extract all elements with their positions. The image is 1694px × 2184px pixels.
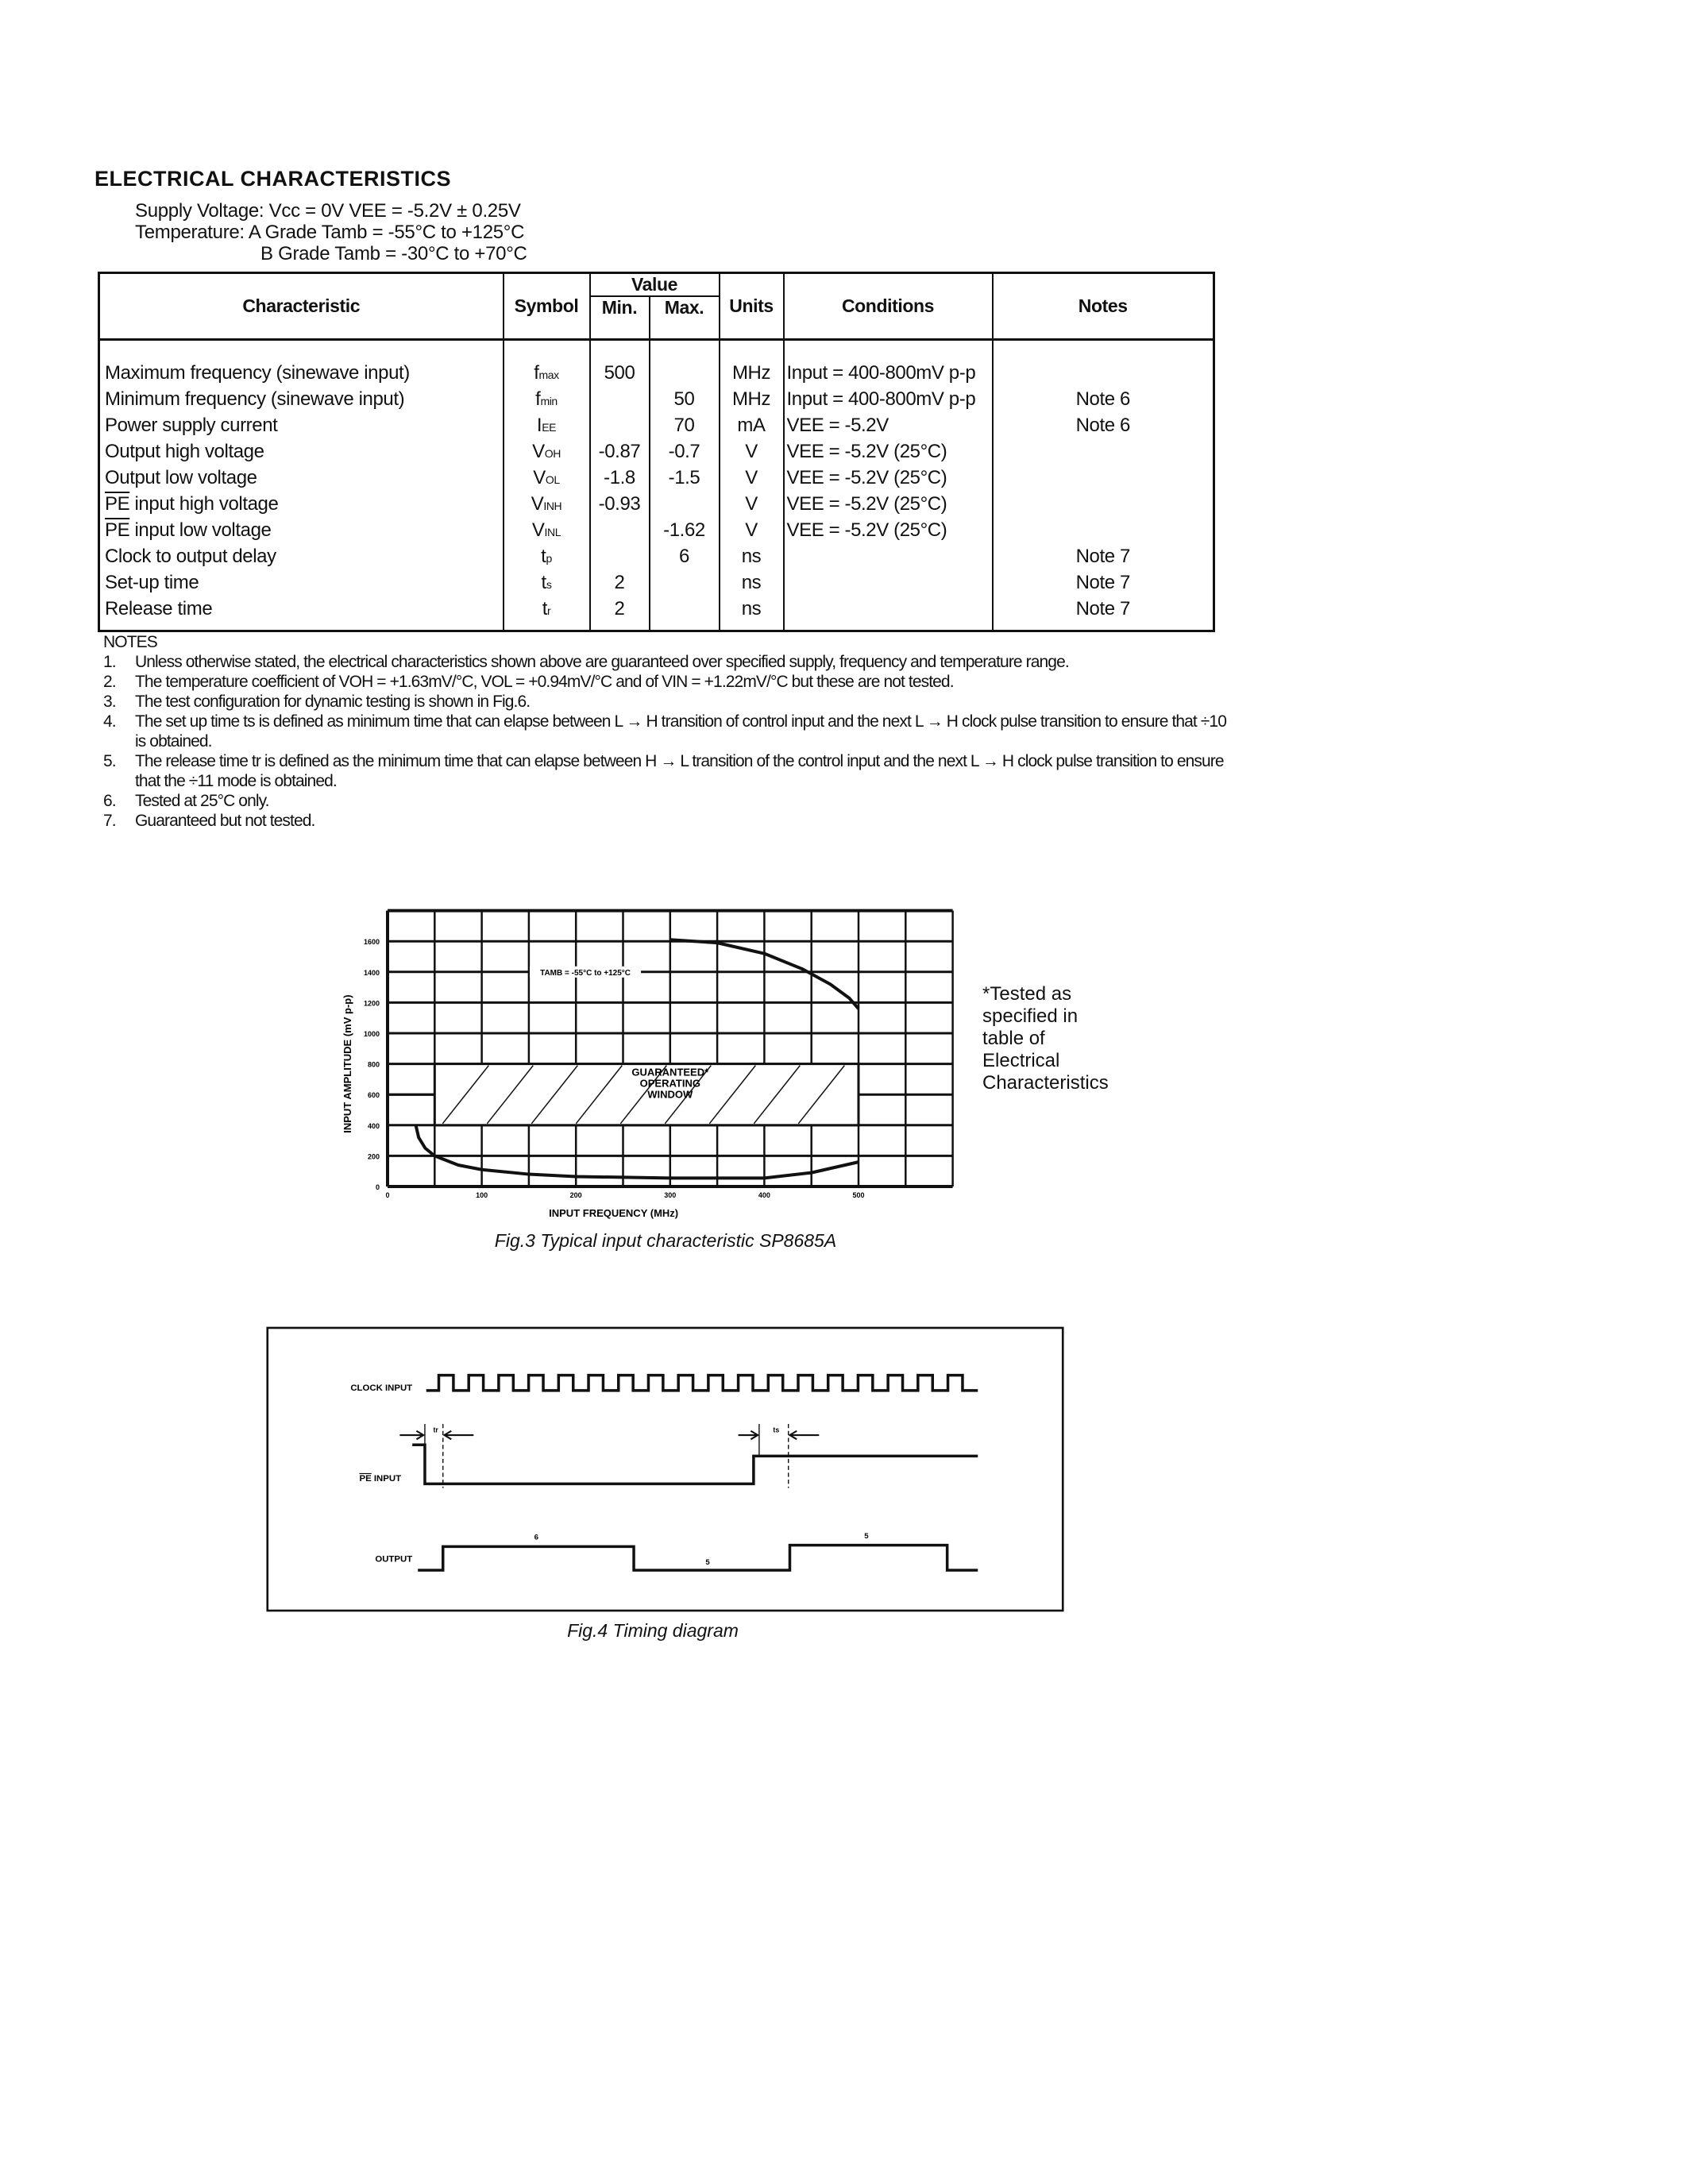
- note-item: [103, 672, 1231, 692]
- notes-cell: Note 6: [993, 386, 1214, 412]
- conditions-cell: VEE = -5.2V: [784, 412, 993, 438]
- y-tick-label: 1200: [363, 999, 380, 1008]
- notes-cell: [993, 517, 1214, 543]
- units-cell: ns: [720, 569, 784, 596]
- side-note-line: *Tested as: [982, 983, 1072, 1005]
- characteristic-text: input low voltage: [129, 519, 272, 541]
- symbol-text: t: [542, 597, 547, 619]
- note-item: [103, 791, 1231, 811]
- header-min: Min.: [590, 296, 650, 340]
- symbol-cell: [504, 569, 590, 596]
- table-row: [99, 465, 1214, 491]
- conditions-cell: Input = 400-800mV p-p: [784, 340, 993, 387]
- symbol-text: V: [531, 519, 545, 541]
- min-cell: 500: [590, 340, 650, 387]
- min-cell: 2: [590, 596, 650, 631]
- side-note-line: Characteristics: [982, 1072, 1109, 1094]
- table-row: [99, 596, 1214, 631]
- note-text: The release time tr is defined as the minimum time that can elapse between H → L transition of the control input and the next L → H clock pulse transition to ensure that the ÷11 mode is obtained.: [135, 752, 1224, 790]
- table-row: [99, 386, 1214, 412]
- clock-input-label: CLOCK INPUT: [350, 1383, 413, 1393]
- table-row: [99, 543, 1214, 569]
- symbol-subscript: INL: [544, 525, 561, 538]
- symbol-subscript: EE: [542, 420, 557, 434]
- symbol-cell: [504, 491, 590, 517]
- characteristic-cell: [99, 596, 504, 631]
- min-cell: -0.93: [590, 491, 650, 517]
- characteristic-cell: [99, 569, 504, 596]
- window-label-line: GUARANTEED*: [631, 1066, 709, 1078]
- units-cell: V: [720, 491, 784, 517]
- symbol-subscript: p: [546, 551, 552, 565]
- supply-voltage: Supply Voltage: Vcc = 0V VEE = -5.2V ± 0.25V: [135, 200, 521, 222]
- x-tick-label: 0: [385, 1191, 390, 1199]
- notes-cell: Note 6: [993, 412, 1214, 438]
- max-cell: [650, 569, 720, 596]
- symbol-cell: [504, 412, 590, 438]
- y-tick-label: 1400: [363, 968, 380, 977]
- conditions-cell: [784, 543, 993, 569]
- table-row: [99, 438, 1214, 465]
- characteristic-cell: [99, 438, 504, 465]
- max-cell: -1.62: [650, 517, 720, 543]
- symbol-text: t: [541, 545, 546, 567]
- characteristic-text: input high voltage: [129, 492, 279, 515]
- pe-input-suffix: INPUT: [371, 1473, 402, 1484]
- y-tick-label: 600: [367, 1091, 380, 1100]
- symbol-subscript: OL: [545, 473, 560, 486]
- symbol-cell: [504, 465, 590, 491]
- notes-section: [103, 632, 1231, 831]
- units-cell: V: [720, 438, 784, 465]
- notes-cell: [993, 438, 1214, 465]
- header-characteristic: Characteristic: [99, 273, 504, 340]
- symbol-subscript: max: [538, 368, 559, 381]
- output-label: OUTPUT: [375, 1554, 413, 1565]
- units-cell: MHz: [720, 340, 784, 387]
- ts-label: ts: [773, 1426, 780, 1434]
- conditions-cell: VEE = -5.2V (25°C): [784, 465, 993, 491]
- note-item: [103, 652, 1231, 672]
- timing-diagram: [266, 1326, 1064, 1612]
- max-cell: -0.7: [650, 438, 720, 465]
- symbol-subscript: r: [547, 604, 551, 617]
- pe-overline: $\overline{PE}$: [105, 519, 130, 541]
- conditions-cell: VEE = -5.2V (25°C): [784, 517, 993, 543]
- y-tick-label: 400: [367, 1121, 380, 1130]
- output-count-6: 6: [534, 1533, 538, 1542]
- units-cell: mA: [720, 412, 784, 438]
- max-cell: [650, 491, 720, 517]
- table-row: [99, 517, 1214, 543]
- temperature-b-grade: B Grade Tamb = -30°C to +70°C: [260, 243, 527, 264]
- symbol-cell: [504, 517, 590, 543]
- notes-cell: [993, 465, 1214, 491]
- characteristic-text: Minimum frequency (sinewave input): [105, 388, 405, 410]
- characteristic-text: Output high voltage: [105, 440, 264, 462]
- units-cell: ns: [720, 543, 784, 569]
- timing-frame: [268, 1328, 1063, 1611]
- electrical-characteristics-table: [98, 272, 1215, 632]
- clock-waveform: [426, 1376, 978, 1391]
- chart-side-note: [982, 983, 1109, 1094]
- x-tick-label: 300: [664, 1191, 677, 1199]
- units-cell: V: [720, 465, 784, 491]
- symbol-cell: [504, 596, 590, 631]
- temperature-annotation: TAMB = -55°C to +125°C: [540, 968, 631, 978]
- note-text: The test configuration for dynamic testing is shown in Fig.6.: [135, 693, 531, 711]
- y-axis-title: INPUT AMPLITUDE (mV p-p): [342, 994, 353, 1133]
- conditions-cell: VEE = -5.2V (25°C): [784, 438, 993, 465]
- section-title: ELECTRICAL CHARACTERISTICS: [95, 167, 452, 191]
- window-label-line: WINDOW: [647, 1088, 693, 1101]
- note-text: The temperature coefficient of VOH = +1.63mV/°C, VOL = +0.94mV/°C and of VIN = +1.22mV/°C but these are not tested.: [135, 673, 954, 691]
- pe-label: PE: [359, 1473, 372, 1484]
- units-cell: MHz: [720, 386, 784, 412]
- max-cell: [650, 596, 720, 631]
- notes-heading: NOTES: [103, 633, 157, 651]
- note-number: 1.: [103, 653, 116, 671]
- note-number: 4.: [103, 712, 116, 731]
- symbol-cell: [504, 438, 590, 465]
- max-cell: -1.5: [650, 465, 720, 491]
- pe-waveform: [412, 1445, 978, 1484]
- fig3-caption: Fig.3 Typical input characteristic SP8685A: [494, 1230, 837, 1251]
- min-cell: -1.8: [590, 465, 650, 491]
- characteristic-text: Release time: [105, 597, 213, 619]
- characteristic-text: Clock to output delay: [105, 545, 276, 567]
- characteristic-text: Set-up time: [105, 571, 199, 593]
- conditions-cell: [784, 569, 993, 596]
- side-note-line: table of: [982, 1028, 1045, 1049]
- characteristic-cell: [99, 386, 504, 412]
- x-tick-label: 100: [476, 1191, 488, 1199]
- table-row: [99, 569, 1214, 596]
- tr-label: tr: [433, 1426, 438, 1434]
- characteristic-text: Power supply current: [105, 414, 278, 436]
- header-max: Max.: [650, 296, 720, 340]
- output-count-5-low: 5: [705, 1558, 710, 1568]
- temperature-a-grade: Temperature: A Grade Tamb = -55°C to +125°C: [135, 222, 525, 243]
- symbol-subscript: OH: [544, 446, 561, 460]
- symbol-subscript: min: [540, 394, 558, 407]
- fig4-caption: Fig.4 Timing diagram: [567, 1620, 739, 1641]
- note-text: Unless otherwise stated, the electrical characteristics shown above are guaranteed over specified supply, frequency and temperature range.: [135, 653, 1069, 671]
- pe-input-label: [360, 1474, 402, 1484]
- min-cell: [590, 543, 650, 569]
- note-item: [103, 712, 1231, 751]
- side-note-line: Electrical: [982, 1050, 1060, 1071]
- characteristic-text: Output low voltage: [105, 466, 257, 488]
- notes-cell: Note 7: [993, 569, 1214, 596]
- header-conditions: Conditions: [784, 273, 993, 340]
- header-units: Units: [720, 273, 784, 340]
- max-cell: 70: [650, 412, 720, 438]
- symbol-text: V: [533, 466, 546, 488]
- units-cell: V: [720, 517, 784, 543]
- y-tick-label: 1600: [363, 938, 380, 947]
- output-waveform: [418, 1545, 978, 1571]
- symbol-subscript: s: [546, 577, 552, 591]
- min-cell: [590, 517, 650, 543]
- characteristic-cell: [99, 340, 504, 387]
- symbol-text: I: [536, 414, 542, 436]
- min-cell: [590, 386, 650, 412]
- window-label-line: OPERATING: [639, 1077, 700, 1090]
- note-text: Tested at 25°C only.: [135, 792, 269, 810]
- characteristic-cell: [99, 412, 504, 438]
- note-text: The set up time ts is defined as minimum time that can elapse between L → H transition of control input and the next L → H clock pulse transition to ensure that ÷10 is obtained.: [135, 712, 1226, 751]
- y-tick-label: 800: [367, 1060, 380, 1069]
- min-cell: [590, 412, 650, 438]
- table-row: [99, 491, 1214, 517]
- max-cell: 50: [650, 386, 720, 412]
- min-cell: 2: [590, 569, 650, 596]
- characteristic-cell: [99, 517, 504, 543]
- y-tick-label: 200: [367, 1152, 380, 1161]
- header-symbol: Symbol: [504, 273, 590, 340]
- conditions-cell: VEE = -5.2V (25°C): [784, 491, 993, 517]
- note-item: [103, 751, 1231, 791]
- symbol-text: V: [532, 440, 545, 462]
- x-tick-label: 400: [758, 1191, 770, 1199]
- conditions-cell: Input = 400-800mV p-p: [784, 386, 993, 412]
- symbol-cell: [504, 340, 590, 387]
- conditions-cell: [784, 596, 993, 631]
- table-row: [99, 340, 1214, 387]
- x-axis-title: INPUT FREQUENCY (MHz): [549, 1207, 679, 1219]
- max-cell: 6: [650, 543, 720, 569]
- characteristic-cell: [99, 465, 504, 491]
- max-cell: [650, 340, 720, 387]
- x-tick-label: 200: [569, 1191, 582, 1199]
- note-number: 5.: [103, 752, 116, 770]
- x-tick-label: 500: [852, 1191, 865, 1199]
- note-item: [103, 692, 1231, 712]
- y-tick-label: 1000: [363, 1030, 380, 1038]
- units-cell: ns: [720, 596, 784, 631]
- header-notes: Notes: [993, 273, 1214, 340]
- pe-overline: $\overline{PE}$: [105, 492, 130, 515]
- symbol-text: V: [531, 492, 544, 515]
- symbol-cell: [504, 543, 590, 569]
- characteristic-cell: [99, 543, 504, 569]
- symbol-text: f: [535, 388, 541, 410]
- notes-cell: Note 7: [993, 596, 1214, 631]
- note-number: 3.: [103, 693, 116, 711]
- y-tick-label: 0: [375, 1183, 380, 1191]
- min-cell: -0.87: [590, 438, 650, 465]
- notes-cell: Note 7: [993, 543, 1214, 569]
- note-number: 6.: [103, 792, 116, 810]
- header-value: Value: [590, 273, 720, 297]
- notes-cell: [993, 340, 1214, 387]
- symbol-text: t: [541, 571, 546, 593]
- table-row: [99, 412, 1214, 438]
- output-count-5-high: 5: [864, 1531, 869, 1541]
- characteristic-text: Maximum frequency (sinewave input): [105, 361, 410, 384]
- note-text: Guaranteed but not tested.: [135, 812, 315, 830]
- note-item: [103, 811, 1231, 831]
- side-note-line: specified in: [982, 1005, 1079, 1027]
- symbol-text: f: [534, 361, 539, 384]
- note-number: 2.: [103, 673, 116, 691]
- note-number: 7.: [103, 812, 116, 830]
- symbol-subscript: INH: [543, 499, 562, 512]
- notes-cell: [993, 491, 1214, 517]
- characteristic-cell: [99, 491, 504, 517]
- symbol-cell: [504, 386, 590, 412]
